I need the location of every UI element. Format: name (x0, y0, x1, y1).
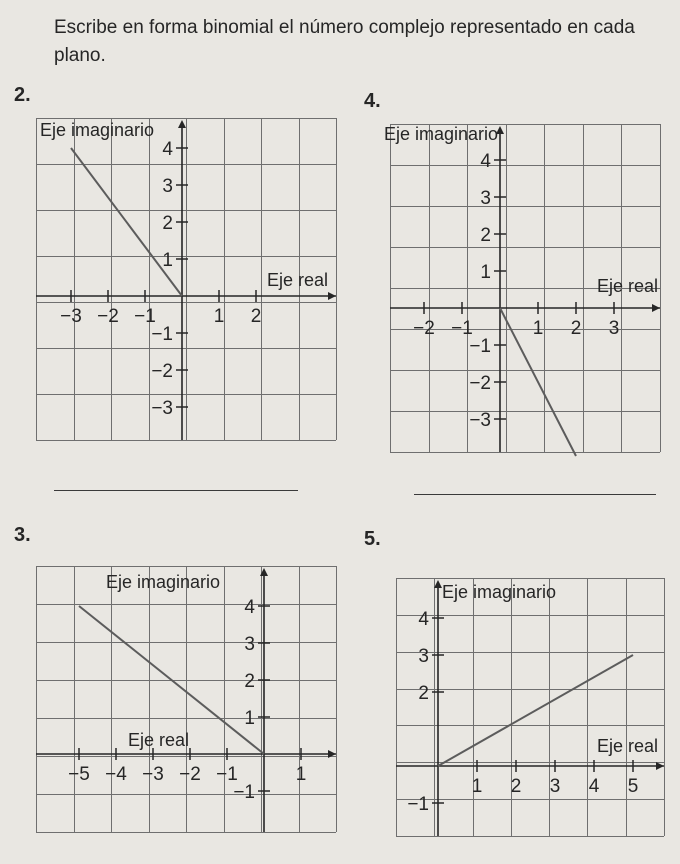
imaginary-tick-label: −1 (151, 324, 173, 345)
real-tick-label: 3 (608, 318, 620, 339)
answer-line-2[interactable] (54, 490, 298, 491)
tick-labels (407, 609, 638, 815)
complex-plane-4 (384, 124, 660, 452)
imaginary-axis-label: Eje imaginario (40, 120, 155, 140)
tick-labels (413, 151, 619, 431)
imaginary-tick-label: 2 (418, 683, 429, 704)
real-tick-label: −3 (60, 306, 82, 327)
imaginary-tick-label: 3 (244, 634, 255, 655)
real-axis-arrow (328, 292, 336, 300)
imaginary-axis-label: Eje imaginario (384, 124, 499, 144)
exercise-number-3: 3. (14, 524, 31, 546)
real-tick-label: 2 (250, 306, 262, 327)
real-tick-label: −3 (142, 764, 164, 785)
real-axis-label: Eje real (266, 270, 328, 290)
complex-plane-2 (36, 118, 336, 440)
imaginary-tick-label: 4 (244, 597, 255, 618)
tick-labels (68, 597, 306, 803)
imaginary-axis-label: Eje imaginario (106, 572, 221, 592)
imaginary-tick-label: 4 (162, 139, 173, 160)
ticks (424, 160, 614, 419)
imaginary-tick-label: 2 (162, 213, 173, 234)
imaginary-tick-label: 1 (162, 250, 173, 271)
imaginary-tick-label: 1 (244, 708, 255, 729)
real-tick-label: 1 (213, 306, 225, 327)
plane-grid (396, 578, 665, 837)
imaginary-tick-label: 3 (418, 646, 429, 667)
imaginary-tick-label: 4 (418, 609, 429, 630)
imaginary-axis-arrow (178, 120, 186, 128)
real-tick-label: 1 (532, 318, 544, 339)
real-axis-label: Eje real (596, 736, 658, 756)
real-tick-label: −1 (134, 306, 156, 327)
exercise-number-2: 2. (14, 84, 31, 106)
complex-plane-5 (396, 578, 664, 836)
answer-line-4[interactable] (414, 494, 656, 495)
imaginary-tick-label: −1 (233, 782, 255, 803)
real-tick-label: −2 (413, 318, 435, 339)
real-tick-label: 3 (549, 776, 561, 797)
imaginary-axis-arrow (434, 580, 442, 588)
real-tick-label: −1 (451, 318, 473, 339)
real-tick-label: 2 (570, 318, 582, 339)
ticks (432, 618, 633, 803)
real-tick-label: 4 (588, 776, 600, 797)
real-axis-arrow (652, 304, 660, 312)
tick-labels (60, 139, 261, 419)
imaginary-tick-label: −2 (151, 361, 173, 382)
plane-grid (36, 566, 337, 833)
imaginary-tick-label: −1 (469, 336, 491, 357)
real-axis-label: Eje real (596, 276, 658, 296)
imaginary-tick-label: −3 (469, 410, 491, 431)
imaginary-axis-label: Eje imaginario (442, 582, 557, 602)
real-tick-label: −2 (179, 764, 201, 785)
real-tick-label: 5 (627, 776, 639, 797)
real-tick-label: −2 (97, 306, 119, 327)
real-tick-label: −1 (216, 764, 238, 785)
real-axis-arrow (656, 762, 664, 770)
real-axis-label: Eje real (128, 730, 190, 750)
complex-plane-3 (36, 566, 336, 832)
imaginary-tick-label: 2 (244, 671, 255, 692)
real-tick-label: 2 (510, 776, 522, 797)
instruction-text: Escribe en forma binomial el número complejo representado en cada plano. (54, 17, 635, 66)
imaginary-tick-label: 3 (162, 176, 173, 197)
real-tick-label: 1 (295, 764, 307, 785)
imaginary-tick-label: −1 (407, 794, 429, 815)
imaginary-tick-label: 2 (480, 225, 491, 246)
exercise-number-5: 5. (364, 528, 381, 550)
imaginary-tick-label: 4 (480, 151, 491, 172)
imaginary-tick-label: −3 (151, 398, 173, 419)
exercise-number-4: 4. (364, 90, 381, 112)
real-tick-label: −5 (68, 764, 90, 785)
imaginary-tick-label: 3 (480, 188, 491, 209)
real-tick-label: −4 (105, 764, 127, 785)
imaginary-tick-label: −2 (469, 373, 491, 394)
imaginary-tick-label: 1 (480, 262, 491, 283)
real-tick-label: 1 (471, 776, 483, 797)
